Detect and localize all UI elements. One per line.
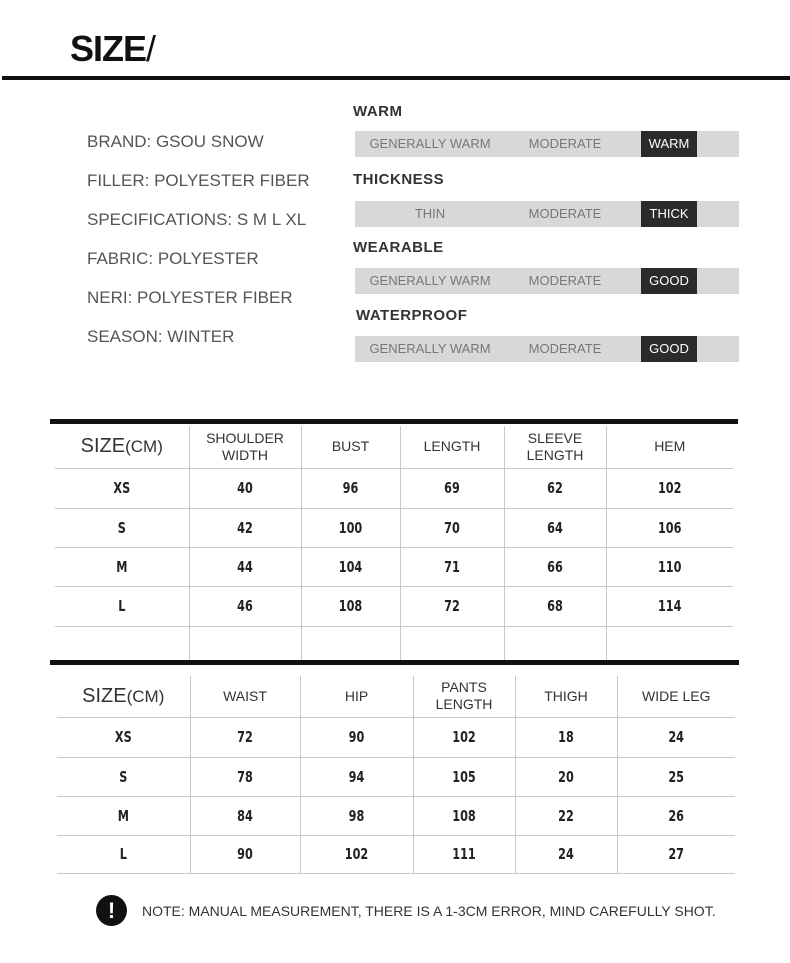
table-row xyxy=(57,717,735,757)
table-cell: 110 xyxy=(622,547,717,586)
rating-option: GENERALLY WARM xyxy=(369,273,491,288)
rating-label-waterproof: WATERPROOF xyxy=(356,307,468,324)
table-cell: 68 xyxy=(517,586,594,626)
size-header-unit: (CM) xyxy=(125,437,163,457)
size-header-unit: (CM) xyxy=(126,686,165,706)
table-cell: 26 xyxy=(632,796,721,835)
table-cell xyxy=(517,626,594,660)
header-line: LENGTH xyxy=(423,438,481,455)
table-cell: S xyxy=(74,757,174,796)
spec-brand: BRAND: GSOU SNOW xyxy=(87,132,264,151)
table-cell: 27 xyxy=(632,835,721,873)
rating-option-selected: WARM xyxy=(641,131,697,157)
size-header xyxy=(55,426,189,468)
rating-option: GENERALLY WARM xyxy=(369,341,491,356)
table-cell: 84 xyxy=(204,796,287,835)
rating-bar-wearable xyxy=(355,268,739,294)
table-cell: 94 xyxy=(314,757,399,796)
header-line: HIP xyxy=(344,687,369,704)
table-row xyxy=(55,508,733,547)
table-cell: 100 xyxy=(313,508,387,547)
table-cell xyxy=(413,626,491,660)
size-header xyxy=(57,676,190,717)
table-cell: 71 xyxy=(413,547,491,586)
exclamation-icon: ! xyxy=(96,895,127,926)
page-title xyxy=(70,28,155,70)
size-header-label: SIZE xyxy=(82,684,127,707)
table-header-row xyxy=(57,676,735,717)
column-header-sleeve-length xyxy=(504,426,606,468)
header-line: BUST xyxy=(331,438,370,455)
table-cell: 102 xyxy=(426,717,503,757)
rating-option: GENERALLY WARM xyxy=(369,136,491,151)
spec-fabric: FABRIC: POLYESTER xyxy=(87,249,259,268)
table-cell: S xyxy=(72,508,173,547)
rating-option-selected: GOOD xyxy=(641,268,697,294)
table-cell: 114 xyxy=(622,586,717,626)
table-cell: 66 xyxy=(517,547,594,586)
rating-option-selected: GOOD xyxy=(641,336,697,362)
table-row xyxy=(57,796,735,835)
table-cell: 70 xyxy=(413,508,491,547)
bottom-table-rule xyxy=(50,660,739,665)
table-cell: 111 xyxy=(426,835,503,873)
rating-label-thickness: THICKNESS xyxy=(353,171,445,188)
table-cell xyxy=(622,626,717,660)
rating-bar-thickness xyxy=(355,201,739,227)
column-header-thigh xyxy=(515,676,617,717)
table-cell: 90 xyxy=(314,717,399,757)
column-header-waist xyxy=(190,676,300,717)
table-cell: L xyxy=(74,835,174,873)
header-line: PANTS xyxy=(441,679,487,696)
column-header-bust xyxy=(301,426,400,468)
header-line: LENGTH xyxy=(435,696,493,713)
rating-option-selected: THICK xyxy=(641,201,697,227)
header-line: WIDE LEG xyxy=(642,687,711,704)
table-cell: 72 xyxy=(204,717,287,757)
spec-filler: FILLER: POLYESTER FIBER xyxy=(87,171,310,190)
header-line: WAIST xyxy=(223,687,267,704)
title-slash: / xyxy=(146,28,156,69)
column-header-pants-length xyxy=(413,676,515,717)
header-line: HEM xyxy=(654,438,686,455)
column-header-hem xyxy=(606,426,733,468)
table-cell: 25 xyxy=(632,757,721,796)
title-text: SIZE xyxy=(70,28,147,69)
table-cell xyxy=(72,626,173,660)
header-line: SLEEVE xyxy=(527,429,583,446)
table-cell: 106 xyxy=(622,508,717,547)
rating-bar-warm xyxy=(355,131,739,157)
table-row xyxy=(55,586,733,626)
table-row-empty xyxy=(55,626,733,660)
table-cell: 69 xyxy=(413,468,491,508)
header-line: THIGH xyxy=(544,687,588,704)
spec-specifications: SPECIFICATIONS: S M L XL xyxy=(87,210,307,229)
table-cell: 96 xyxy=(313,468,387,508)
table-cell: 72 xyxy=(413,586,491,626)
header-line: SHOULDER xyxy=(206,429,284,446)
table-cell: XS xyxy=(74,717,174,757)
table-cell: L xyxy=(72,586,173,626)
size-header-label: SIZE xyxy=(80,435,126,458)
table-cell: 98 xyxy=(314,796,399,835)
table-cell: 62 xyxy=(517,468,594,508)
rating-label-wearable: WEARABLE xyxy=(353,239,444,256)
bottom-size-table xyxy=(57,676,735,874)
rating-option: MODERATE xyxy=(528,206,602,221)
note-text: NOTE: MANUAL MEASUREMENT, THERE IS A 1-3CM ERROR, MIND CAREFULLY SHOT. xyxy=(142,903,716,919)
table-header-row xyxy=(55,426,733,468)
column-header-shoulder-width xyxy=(189,426,301,468)
column-header-hip xyxy=(300,676,413,717)
header-line: WIDTH xyxy=(222,446,268,463)
spec-season: SEASON: WINTER xyxy=(87,327,235,346)
rating-label-warm: WARM xyxy=(353,103,403,120)
table-row xyxy=(57,835,735,873)
table-cell: XS xyxy=(72,468,173,508)
table-cell: 108 xyxy=(426,796,503,835)
spec-list xyxy=(87,131,310,365)
rating-option: MODERATE xyxy=(528,136,602,151)
table-cell: 105 xyxy=(426,757,503,796)
table-cell: 20 xyxy=(528,757,605,796)
top-table-rule xyxy=(50,419,738,424)
table-cell: 90 xyxy=(204,835,287,873)
table-cell: M xyxy=(72,547,173,586)
rating-option: THIN xyxy=(414,206,446,221)
table-row xyxy=(55,547,733,586)
table-cell: 22 xyxy=(528,796,605,835)
table-cell: 18 xyxy=(528,717,605,757)
rating-option: MODERATE xyxy=(528,273,602,288)
table-cell: 42 xyxy=(203,508,287,547)
table-cell: 64 xyxy=(517,508,594,547)
table-cell: 78 xyxy=(204,757,287,796)
table-cell: 24 xyxy=(528,835,605,873)
table-cell: 108 xyxy=(313,586,387,626)
table-cell: 102 xyxy=(622,468,717,508)
table-cell: 104 xyxy=(313,547,387,586)
table-row xyxy=(55,468,733,508)
rating-option: MODERATE xyxy=(528,341,602,356)
table-row xyxy=(57,757,735,796)
table-cell: 24 xyxy=(632,717,721,757)
column-header-wide-leg xyxy=(617,676,735,717)
spec-neri: NERI: POLYESTER FIBER xyxy=(87,288,293,307)
table-cell: 40 xyxy=(203,468,287,508)
table-cell xyxy=(203,626,287,660)
top-size-table xyxy=(55,426,733,660)
table-cell: M xyxy=(74,796,174,835)
header-line: LENGTH xyxy=(526,446,584,463)
rating-bar-waterproof xyxy=(355,336,739,362)
table-cell: 46 xyxy=(203,586,287,626)
table-cell: 102 xyxy=(314,835,399,873)
column-header-length xyxy=(400,426,504,468)
title-divider xyxy=(2,76,790,80)
table-cell: 44 xyxy=(203,547,287,586)
table-cell xyxy=(313,626,387,660)
